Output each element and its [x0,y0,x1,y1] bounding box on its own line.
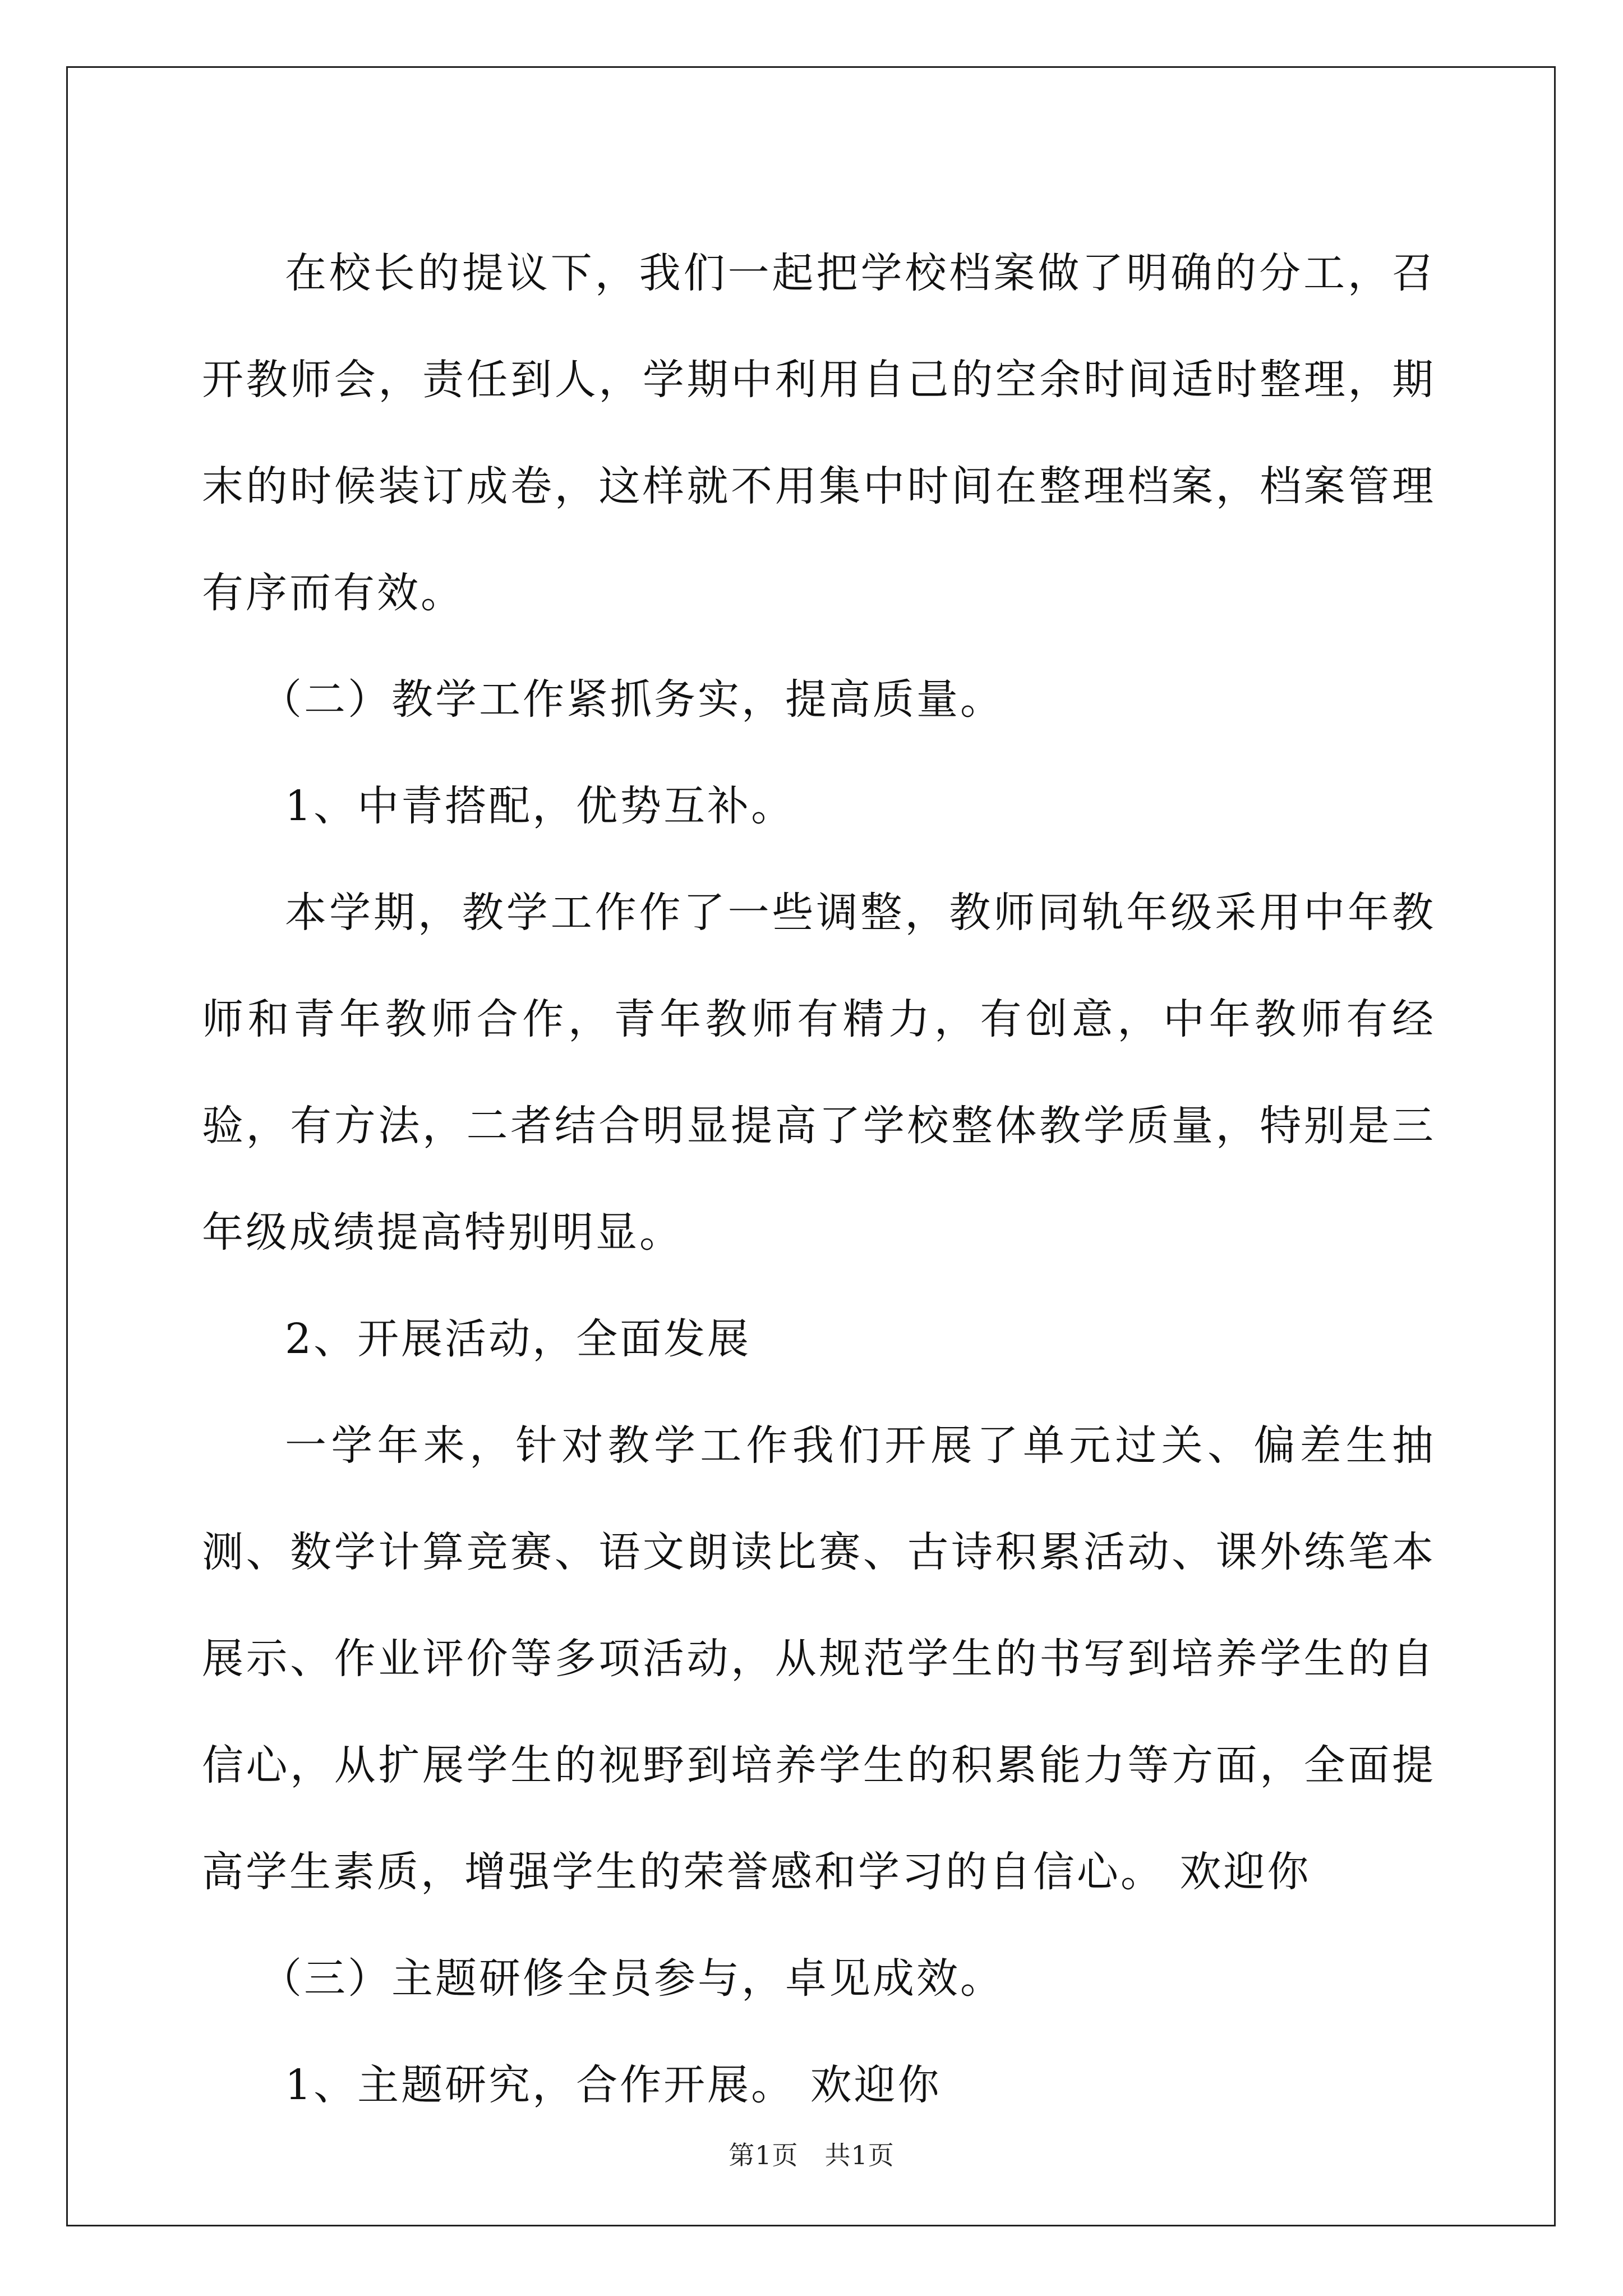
section-heading-research: （三）主题研修全员参与，卓见成效。 [260,1954,1004,2003]
page-footer: 第1页 共1页 [728,2140,895,2170]
section-heading-teaching: （二）教学工作紧抓务实，提高质量。 [260,675,1004,724]
paragraph-archive-management: 在校长的提议下，我们一起把学校档案做了明确的分工，召开教师会，责任到人，学期中利用自己的空余时间适时整理，期末的时候装订成卷，这样就不用集中时间在整理档案，档案管理有序而有效。 [202,249,1436,617]
paragraph-teacher-pairing: 本学期，教学工作作了一些调整，教师同轨年级采用中年教师和青年教师合作，青年教师有精力，有创意，中年教师有经验，有方法，二者结合明显提高了学校整体教学质量，特别是三年级成绩提高特别明显。 [202,889,1436,1257]
subheading-topic-research: 1、主题研究，合作开展。 欢迎你 [285,2061,942,2109]
subheading-pairing: 1、中青搭配，优势互补。 [285,782,795,830]
paragraph-activities: 一学年来，针对教学工作我们开展了单元过关、偏差生抽测、数学计算竞赛、语文朗读比赛、古诗积累活动、课外练笔本展示、作业评价等多项活动，从规范学生的书写到培养学生的自信心，从扩展学生的视野到培养学生的积累能力等方面，全面提高学生素质，增强学生的荣誉感和学习的自信心。 欢迎你 [202,1421,1436,1896]
subheading-activities: 2、开展活动，全面发展 [285,1315,751,1363]
document-body [202,220,1436,2138]
